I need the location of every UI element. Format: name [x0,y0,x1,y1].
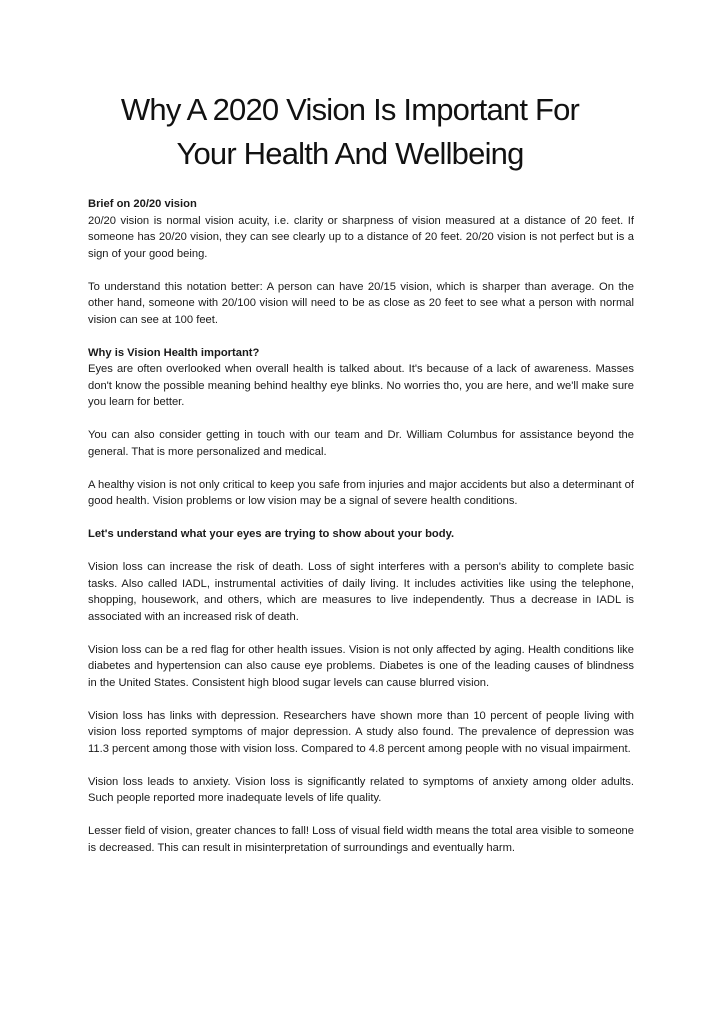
section-heading-brief: Brief on 20/20 vision [88,198,197,210]
paragraph-understand-1: Vision loss can increase the risk of death. Loss of sight interferes with a person's ability to complete basic tasks. Also called IADL, instrumental activities of daily living. It includes activities like using the telephone, shopping, housework, and others, which are measures to live independently. Thus a decrease in IADL is associated with an increased risk of death. [88,561,634,623]
paragraph-understand-4: Vision loss leads to anxiety. Vision loss is significantly related to symptoms of anxiety among older adults. Such people reported more inadequate levels of life quality. [88,775,634,804]
title-line-2: Your Health And Wellbeing [176,136,524,171]
paragraph-understand-3: Vision loss has links with depression. Researchers have shown more than 10 percent of people living with vision loss reported symptoms of major depression. A study also found. The prevalence of depression was 11.3 percent among those with vision loss. Compared to 4.8 percent among people with no visual impairment. [88,709,634,755]
document-body [88,196,634,873]
paragraph-why-2: You can also consider getting in touch with our team and Dr. William Columbus for assistance beyond the general. That is more personalized and medical. [88,429,634,458]
paragraph-understand-5: Lesser field of vision, greater chances to fall! Loss of visual field width means the total area visible to someone is decreased. This can result in misinterpretation of surroundings and eventually harm. [88,825,634,854]
title-line-1: Why A 2020 Vision Is Important For [120,92,580,127]
section-heading-understand: Let's understand what your eyes are trying to show about your body. [88,528,455,540]
paragraph-understand-2: Vision loss can be a red flag for other health issues. Vision is not only affected by aging. Health conditions like diabetes and hypertension can also cause eye problems. Diabetes is one of the leading causes of blindness in the United States. Consistent high blood sugar levels can cause blurred vision. [88,643,634,689]
paragraph-brief-2: To understand this notation better: A person can have 20/15 vision, which is sharper than average. On the other hand, someone with 20/100 vision will need to be as close as 20 feet to see what a person with normal vision can see at 100 feet. [88,280,634,326]
paragraph-why-3: A healthy vision is not only critical to keep you safe from injuries and major accidents but also a determinant of good health. Vision problems or low vision may be a signal of severe health conditions. [88,478,634,507]
document-title [60,88,640,176]
paragraph-why-1: Eyes are often overlooked when overall health is talked about. It's because of a lack of awareness. Masses don't know the possible meaning behind healthy eye blinks. No worries tho, you are here, and we'll make sure you learn for better. [88,363,634,408]
section-heading-why: Why is Vision Health important? [88,346,260,359]
paragraph-brief-1: 20/20 vision is normal vision acuity, i.e. clarity or sharpness of vision measured at a distance of 20 feet. If someone has 20/20 vision, they can see clearly up to a distance of 20 feet. 20/20 vision is not perfect but is a sign of your good being. [88,214,634,260]
